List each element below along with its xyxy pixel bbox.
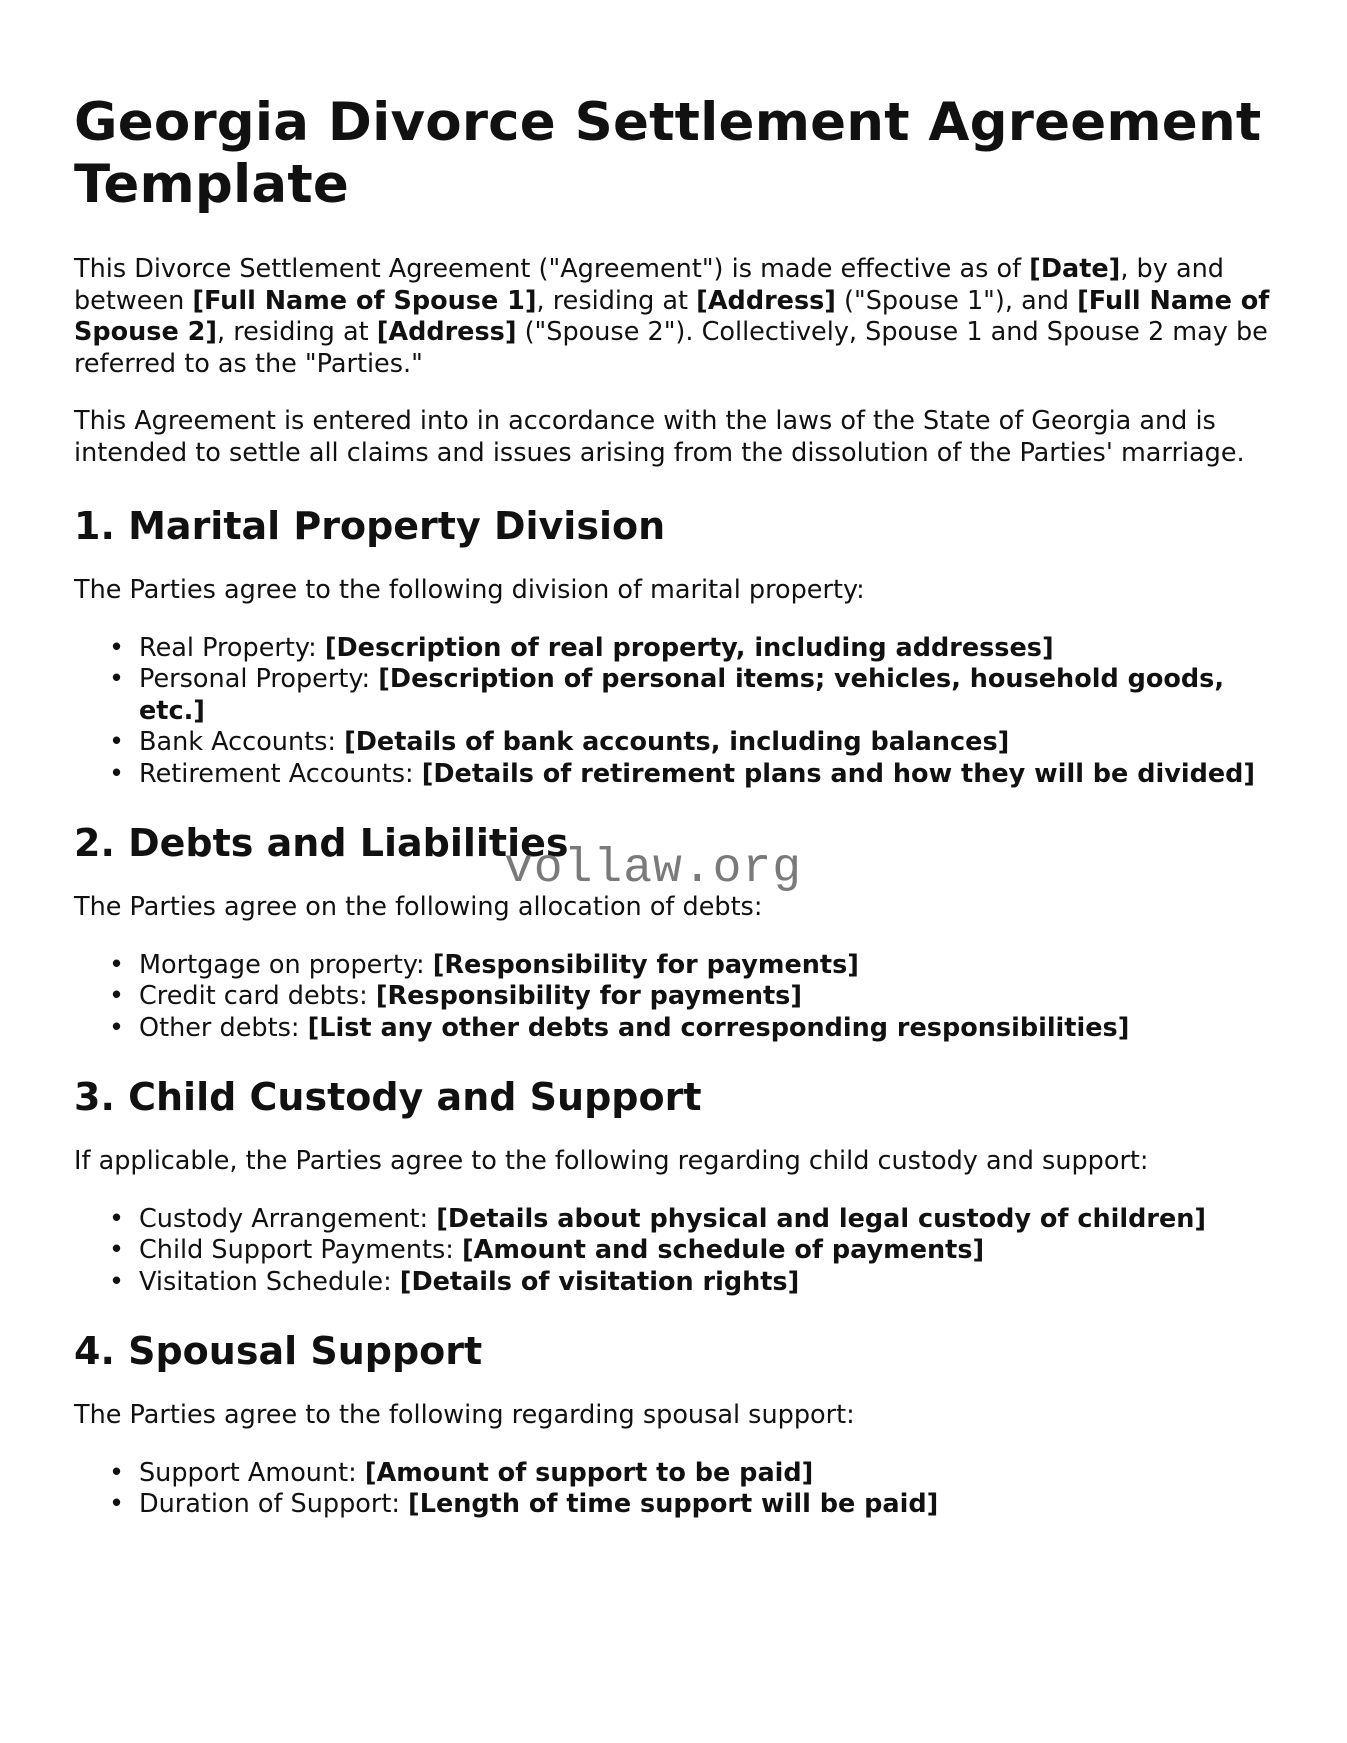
list-item	[139, 981, 1274, 1013]
spousal-support-list	[74, 1458, 1274, 1521]
property-list	[74, 633, 1274, 791]
list-item	[139, 1204, 1274, 1236]
watermark: vollaw.org	[504, 842, 803, 896]
item-label: Support Amount:	[139, 1457, 365, 1488]
item-placeholder: [Details of retirement plans and how they will be divided]	[421, 758, 1256, 789]
item-label: Child Support Payments:	[139, 1235, 462, 1265]
custody-list	[74, 1204, 1274, 1299]
item-label: Mortgage on property:	[139, 949, 433, 980]
intro-text-6: ("Spouse 2"). Collectively, Spouse 1 and Spouse 2 may be referred to as the "Parties."	[74, 317, 1268, 379]
list-item	[139, 1013, 1274, 1045]
item-label: Other debts:	[139, 1012, 308, 1043]
spouse1-name-placeholder: [Full Name of Spouse 1]	[192, 285, 537, 316]
intro-text-5: , residing at	[217, 317, 377, 347]
document-title: Georgia Divorce Settlement Agreement Template	[74, 92, 1262, 215]
section-heading-debts: 2. Debts and Liabilities	[74, 821, 569, 865]
list-item	[139, 664, 1274, 727]
item-label: Duration of Support:	[139, 1489, 409, 1519]
list-item	[139, 1458, 1274, 1490]
intro-text-4: ("Spouse 1"), and	[835, 285, 1078, 316]
item-label: Personal Property:	[139, 664, 379, 694]
item-placeholder: [Details of bank accounts, including balances]	[344, 727, 1010, 757]
item-label: Retirement Accounts:	[139, 758, 422, 789]
intro-text-1: This Divorce Settlement Agreement ("Agreement") is made effective as of	[74, 254, 1030, 284]
item-placeholder: [Amount and schedule of payments]	[461, 1235, 985, 1265]
section-lead-debts: The Parties agree on the following allocation of debts:	[74, 892, 763, 922]
list-item	[139, 727, 1274, 759]
date-placeholder: [Date]	[1029, 254, 1121, 284]
item-label: Bank Accounts:	[139, 727, 345, 757]
list-item	[139, 950, 1274, 982]
item-label: Visitation Schedule:	[139, 1266, 400, 1297]
section-lead-property: The Parties agree to the following division of marital property:	[74, 575, 865, 605]
section-lead-spousal-support: The Parties agree to the following regarding spousal support:	[74, 1400, 855, 1430]
item-placeholder: [Amount of support to be paid]	[364, 1457, 814, 1488]
item-label: Credit card debts:	[139, 981, 376, 1011]
spouse2-name-placeholder: [Full Name of Spouse 2]	[74, 285, 1270, 347]
list-item	[139, 1267, 1274, 1299]
intro-text-2: , by and between	[74, 254, 1224, 316]
list-item	[139, 1489, 1274, 1521]
item-placeholder: [Details about physical and legal custody of children]	[436, 1203, 1207, 1234]
item-placeholder: [Description of personal items; vehicles, household goods, etc.]	[139, 664, 1225, 726]
spouse2-address-placeholder: [Address]	[376, 317, 517, 347]
accordance-paragraph: This Agreement is entered into in accordance with the laws of the State of Georgia and is intended to settle all claims and issues arising from the dissolution of the Parties' marriage.	[74, 406, 1245, 468]
debts-list	[74, 950, 1274, 1045]
item-placeholder: [Details of visitation rights]	[399, 1266, 800, 1297]
item-placeholder: [Description of real property, including addresses]	[324, 632, 1054, 663]
section-heading-spousal-support: 4. Spousal Support	[74, 1329, 483, 1373]
item-placeholder: [List any other debts and corresponding responsibilities]	[307, 1012, 1130, 1043]
item-label: Real Property:	[139, 632, 325, 663]
intro-text-3: , residing at	[536, 285, 697, 316]
list-item	[139, 759, 1274, 791]
section-heading-property: 1. Marital Property Division	[74, 504, 666, 548]
item-placeholder: [Responsibility for payments]	[375, 981, 802, 1011]
section-heading-custody: 3. Child Custody and Support	[74, 1075, 702, 1119]
list-item	[139, 633, 1274, 665]
section-lead-custody: If applicable, the Parties agree to the following regarding child custody and support:	[74, 1146, 1149, 1176]
item-placeholder: [Responsibility for payments]	[432, 949, 859, 980]
spouse1-address-placeholder: [Address]	[696, 285, 836, 316]
list-item	[139, 1235, 1274, 1267]
item-label: Custody Arrangement:	[139, 1203, 437, 1234]
document-page	[74, 92, 1274, 1551]
intro-paragraph	[74, 254, 1274, 380]
item-placeholder: [Length of time support will be paid]	[408, 1489, 939, 1519]
